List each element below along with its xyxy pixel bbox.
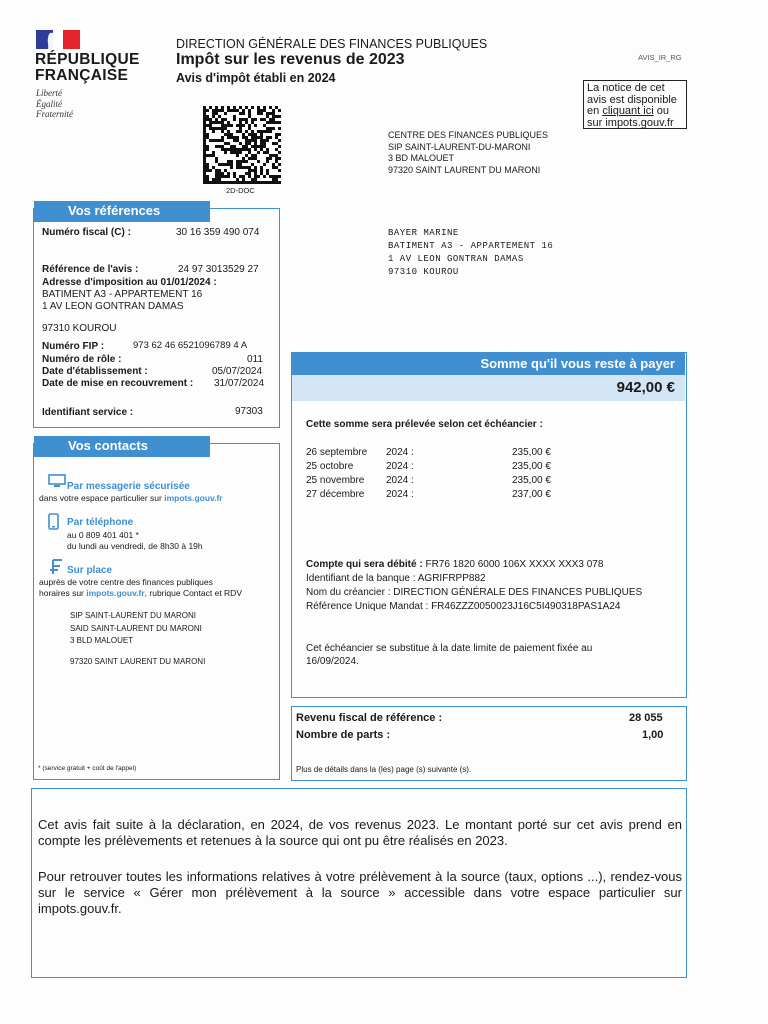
numero-fiscal: 30 16 359 490 074 (176, 227, 260, 238)
fip-number: 973 62 46 6521096789 4 A (133, 340, 248, 351)
contact-phone-number: au 0 809 401 401 * (67, 530, 139, 540)
contacts-box (33, 438, 280, 780)
footnote: * (service gratuit + coût de l'appel) (38, 765, 137, 772)
info-box (31, 788, 687, 978)
creancier: Nom du créancier : DIRECTION GÉNÉRALE DES FINANCES PUBLIQUES (306, 587, 643, 598)
parts-label: Nombre de parts : (296, 729, 391, 741)
date-recouv-label: Date de mise en recouvrement : (42, 378, 194, 389)
fip-label: Numéro FIP : (42, 341, 105, 352)
revenu-box (291, 706, 687, 781)
references-box (33, 203, 280, 428)
schedule-note-line1: Cet échéancier se substitue à la date limite de paiement fixée au (306, 643, 593, 654)
marianne-logo (36, 30, 80, 49)
rfr-value: 28 055 (629, 712, 663, 724)
date-recouv: 31/07/2024 (214, 378, 265, 389)
contact-phone-hours: du lundi au vendredi, de 8h30 à 19h (67, 541, 203, 551)
header-direction: DIRECTION GÉNÉRALE DES FINANCES PUBLIQUES (176, 37, 488, 51)
ref-avis: 24 97 3013529 27 (178, 264, 259, 275)
contact-sur-place: Sur place (67, 565, 113, 576)
info-paragraph-1: Cet avis fait suite à la déclaration, en 2024, de vos revenus 2023. Le montant porté sur cet avis prend en compte les prélèvements et retenues à la source qui ont pu être réalisés en 2023. (38, 817, 682, 848)
service-id: 97303 (235, 406, 263, 417)
sip-city: 97320 SAINT LAURENT DU MARONI (70, 657, 206, 666)
page-title: Impôt sur les revenus de 2023 (176, 51, 405, 68)
logo-motto: Liberté Égalité Fraternité (36, 88, 73, 119)
rfr-label: Revenu fiscal de référence : (296, 712, 443, 724)
ref-avis-label: Référence de l'avis : (42, 264, 139, 275)
recipient-address: BAYER MARINE BATIMENT A3 - APPARTEMENT 16 1 AV LEON GONTRAN DAMAS 97310 KOUROU (388, 228, 554, 277)
contact-telephone: Par téléphone (67, 517, 134, 528)
contact-messagerie-text: dans votre espace particulier sur impots.gouv.fr (39, 493, 223, 503)
qr-label: 2D-DOC (226, 186, 255, 195)
contact-place-line1: auprès de votre centre des finances publiques (39, 577, 213, 587)
compte-debite: Compte qui sera débité : FR76 1820 6000 106X XXXX XXX3 078 (306, 559, 604, 570)
payment-title: Somme qu'il vous reste à payer (292, 353, 685, 375)
impots-link-rdv[interactable]: impots.gouv.fr (86, 588, 145, 598)
centre-address: CENTRE DES FINANCES PUBLIQUES SIP SAINT-LAURENT-DU-MARONI 3 BD MALOUET 97320 SAINT LAURENT DU MARONI (388, 130, 549, 175)
info-paragraph-2: Pour retrouver toutes les informations relatives à votre prélèvement à la source (taux, options ...), rendez-vous sur le service « Gérer mon prélèvement à la source » accessible dans votre espace particulier sur impots.gouv.fr. (38, 869, 682, 916)
franc-sign-icon (50, 559, 64, 575)
adresse-line3: 97310 KOUROU (42, 323, 117, 334)
payment-amount: 942,00 € (292, 375, 685, 401)
contact-messagerie: Par messagerie sécurisée (67, 481, 190, 492)
references-title: Vos références (34, 201, 210, 222)
service-label: Identifiant service : (42, 407, 134, 418)
phone-icon (48, 513, 59, 530)
date-etab-label: Date d'établissement : (42, 366, 148, 377)
banque-id: Identifiant de la banque : AGRIFRPP882 (306, 573, 486, 584)
adresse-label: Adresse d'imposition au 01/01/2024 : (42, 277, 217, 288)
page-subtitle: Avis d'impôt établi en 2024 (176, 71, 336, 85)
role-label: Numéro de rôle : (42, 354, 122, 365)
schedule-note-line2: 16/09/2024. (306, 656, 359, 667)
payment-box: Somme qu'il vous reste à payer 942,00 € Cette somme sera prélevée selon cet échéancier : 26 septembre 2024 : 235,00 € 25 octobre 2024 : 235,00 € 25 novembre 2024 : 235,00 € 27 décembre 2024 : 237,00 € Compte qui sera débité : FR76 1820 6000 106X XXXX XXX3 078 Identifiant de la banque : AGRIFRPP882 Nom du créancier : DIRECTION GÉNÉRALE DES FINANCES PUBLIQUES Référence Unique Mandat : FR46ZZZ0050023J16C5I490318PAS1A24 Cet échéancier se substitue à la date limite de paiement fixée au 16/09/2024. (291, 352, 687, 698)
notice-box: La notice de cet avis est disponible en cliquant ici ou sur impots.gouv.fr (583, 80, 687, 129)
contacts-title: Vos contacts (34, 436, 210, 457)
adresse-line2: 1 AV LEON GONTRAN DAMAS (42, 301, 184, 312)
notice-link[interactable]: cliquant ici (602, 105, 654, 117)
payment-intro: Cette somme sera prélevée selon cet échéancier : (306, 419, 543, 430)
republique-francaise: RÉPUBLIQUE FRANÇAISE (35, 51, 140, 84)
role-number: 011 (247, 354, 263, 365)
datamatrix-code (203, 106, 281, 184)
details-note: Plus de détails dans la (les) page (s) suivante (s). (296, 765, 472, 774)
parts-value: 1,00 (642, 729, 664, 741)
date-etab: 05/07/2024 (212, 366, 263, 377)
numero-fiscal-label: Numéro fiscal (C) : (42, 227, 131, 238)
rum: Référence Unique Mandat : FR46ZZZ0050023J16C5I490318PAS1A24 (306, 601, 621, 612)
contact-place-line2: horaires sur impots.gouv.fr, rubrique Contact et RDV (39, 588, 242, 598)
document-code: AVIS_IR_RG (638, 53, 682, 62)
sip-address: SIP SAINT-LAURENT DU MARONI SAID SAINT-LAURENT DU MARONI 3 BLD MALOUET (70, 611, 202, 645)
computer-icon (48, 474, 66, 488)
adresse-line1: BATIMENT A3 - APPARTEMENT 16 (42, 289, 203, 300)
impots-link[interactable]: impots.gouv.fr (164, 493, 223, 503)
